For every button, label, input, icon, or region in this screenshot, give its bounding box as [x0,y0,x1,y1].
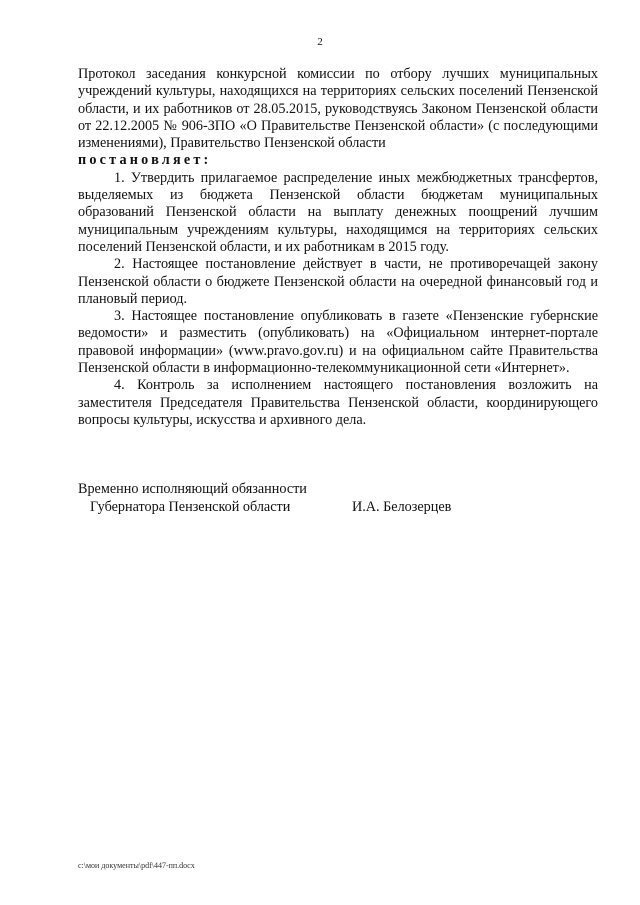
page-number: 2 [317,36,323,48]
signatory-name: И.А. Белозерцев [352,499,452,515]
item-2-paragraph: 2. Настоящее постановление действует в части, не противоречащей закону Пензенской области о бюджете Пензенской области на очередной финансовый год и плановый период. [78,256,598,307]
signature-position-row [78,498,598,516]
footer-file-path: c:\мои документы\pdf\447-пп.docx [78,861,195,870]
signature-title-line: Временно исполняющий обязанности [78,481,307,497]
signature-block [78,480,598,516]
preamble-paragraph: Протокол заседания конкурсной комиссии по отбору лучших муниципальных учреждений культуры, находящихся на территориях сельских поселений Пензенской области, и их работников от 28.05.2015, руководствуясь Законом Пензенской области от 22.12.2005 № 906-ЗПО «О Правительстве Пензенской области» (с последующими изменениями), Правительство Пензенской области [78,66,598,152]
item-1-paragraph: 1. Утвердить прилагаемое распределение иных межбюджетных трансфертов, выделяемых из бюджета Пензенской области бюджетам муниципальных образований Пензенской области на выплату денежных поощрений лучшим муниципальным учреждениям культуры, находящимся на территориях сельских поселений Пензенской области, и их работникам в 2015 году. [78,169,598,255]
item-3-paragraph: 3. Настоящее постановление опубликовать в газете «Пензенские губернские ведомости» и разместить (опубликовать) на «Официальном интернет-портале правовой информации» (www.pravo.gov.ru) и на официальном сайте Правительства Пензенской области в информационно-телекоммуникационной сети «Интернет». [78,308,598,377]
item-4-paragraph: 4. Контроль за исполнением настоящего постановления возложить на заместителя Председателя Правительства Пензенской области, координирующего вопросы культуры, искусства и архивного дела. [78,377,598,428]
signature-position: Губернатора Пензенской области [90,499,291,515]
decree-word: постановляет: [78,152,212,169]
document-body [78,66,598,429]
